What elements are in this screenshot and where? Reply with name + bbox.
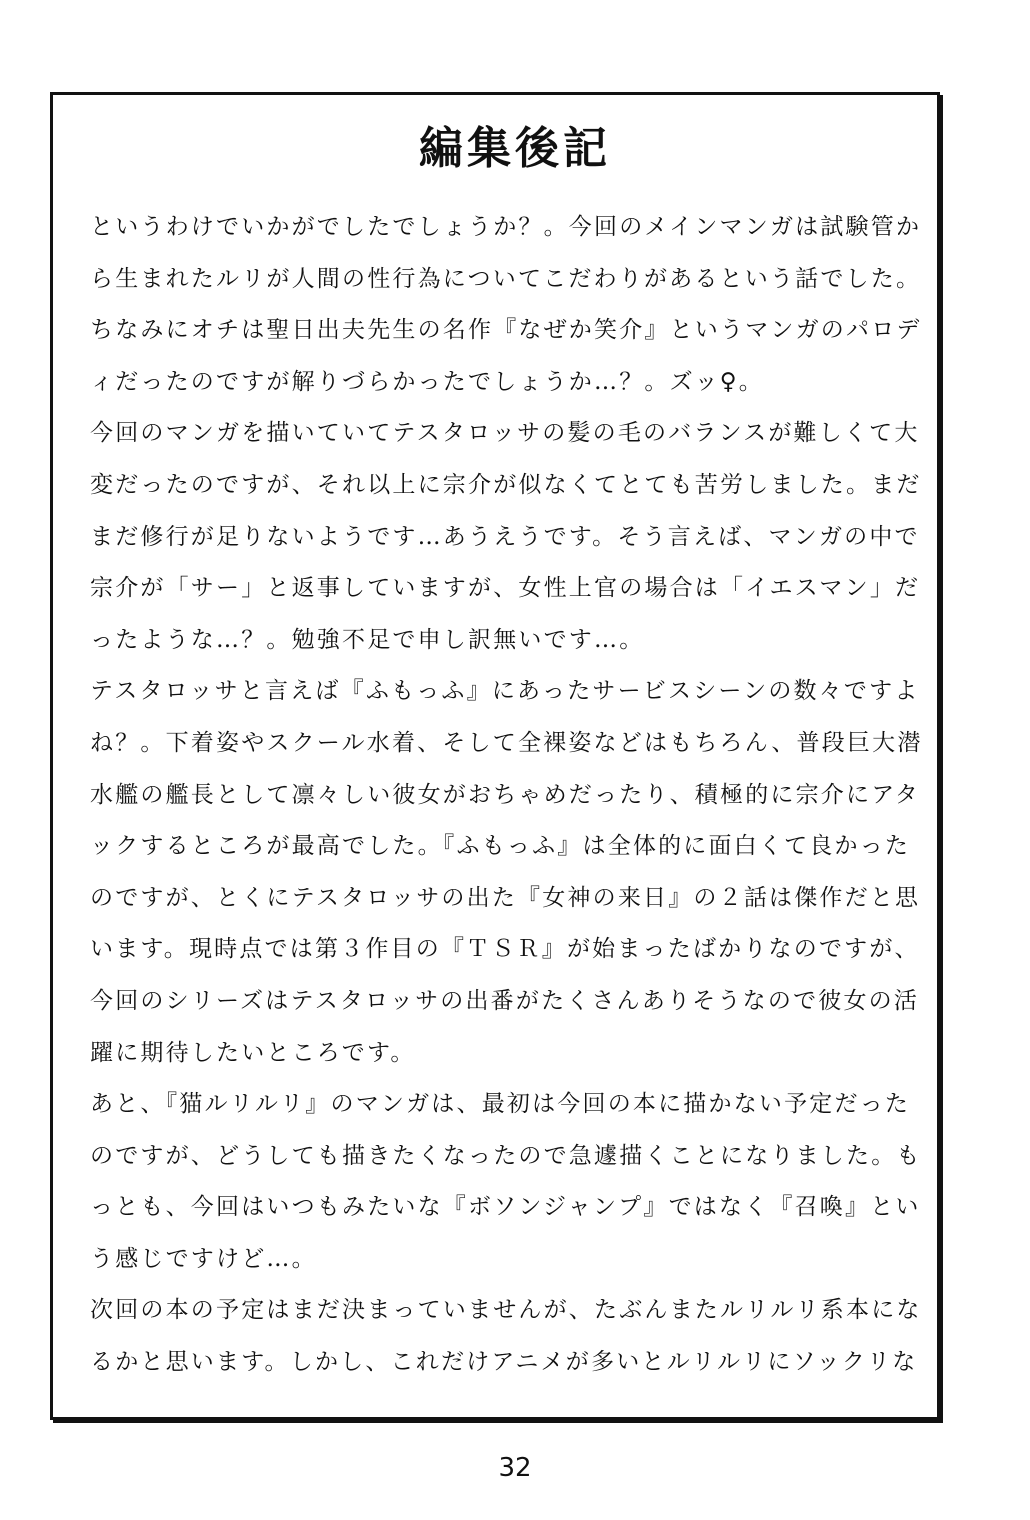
text-line: ら生まれたルリが人間の性行為についてこだわりがあるという話でした。 <box>90 265 922 292</box>
text-line: 水艦の艦長として凛々しい彼女がおちゃめだったり、積極的に宗介にアタ <box>90 781 920 808</box>
text-line: のですが、とくにテスタロッサの出た『女神の来日』の２話は傑作だと思 <box>90 884 921 911</box>
text-line: 今回のシリーズはテスタロッサの出番がたくさんありそうなので彼女の活 <box>90 987 920 1014</box>
text-line: というわけでいかがでしたでしょうか？。今回のメインマンガは試験管か <box>90 214 922 240</box>
text-line: ィだったのですが解りづらかったでしょうか…？。ズッ♀。 <box>90 368 764 395</box>
text-line: まだ修行が足りないようです…あうえうです。そう言えば、マンガの中で <box>90 523 920 550</box>
text-line: 変だったのですが、それ以上に宗介が似なくてとても苦労しました。まだ <box>90 471 922 498</box>
text-line: っとも、今回はいつもみたいな『ボソンジャンプ』ではなく『召喚』とい <box>90 1194 921 1221</box>
text-line: ね？。下着姿やスクール水着、そして全裸姿などはもちろん、普段巨大潜 <box>90 729 923 756</box>
text-line: のですが、どうしても描きたくなったので急遽描くことになりました。も <box>90 1142 922 1169</box>
text-line: あと、『猫ルリルリ』のマンガは、最初は今回の本に描かない予定だった <box>90 1091 911 1118</box>
text-line: います。現時点では第３作目の『ＴＳＲ』が始まったばかりなのですが、 <box>90 936 920 963</box>
text-line: ったような…？。勉強不足で申し訳無いです…。 <box>90 626 645 653</box>
page-number: 32 <box>498 1453 532 1483</box>
text-line: 今回のマンガを描いていてテスタロッサの髪の毛のバランスが難しくて大 <box>90 420 920 447</box>
text-line: 宗介が「サー」と返事していますが、女性上官の場合は「イエスマン」だ <box>90 575 921 602</box>
text-line: 次回の本の予定はまだ決まっていませんが、たぶんまたルリルリ系本にな <box>90 1297 922 1324</box>
text-line: テスタロッサと言えば『ふもっふ』にあったサービスシーンの数々ですよ <box>90 678 920 705</box>
afterword-body <box>90 202 923 1389</box>
text-line: るかと思います。しかし、これだけアニメが多いとルリルリにソックリな <box>90 1349 918 1376</box>
page-title: 編集後記 <box>419 123 611 174</box>
text-line: ックするところが最高でした。『ふもっふ』は全体的に面白くて良かった <box>90 833 911 860</box>
text-line: う感じですけど…。 <box>90 1245 317 1272</box>
text-line: 躍に期待したいところです。 <box>90 1039 416 1066</box>
text-line: ちなみにオチは聖日出夫先生の名作『なぜか笑介』というマンガのパロデ <box>90 317 922 344</box>
